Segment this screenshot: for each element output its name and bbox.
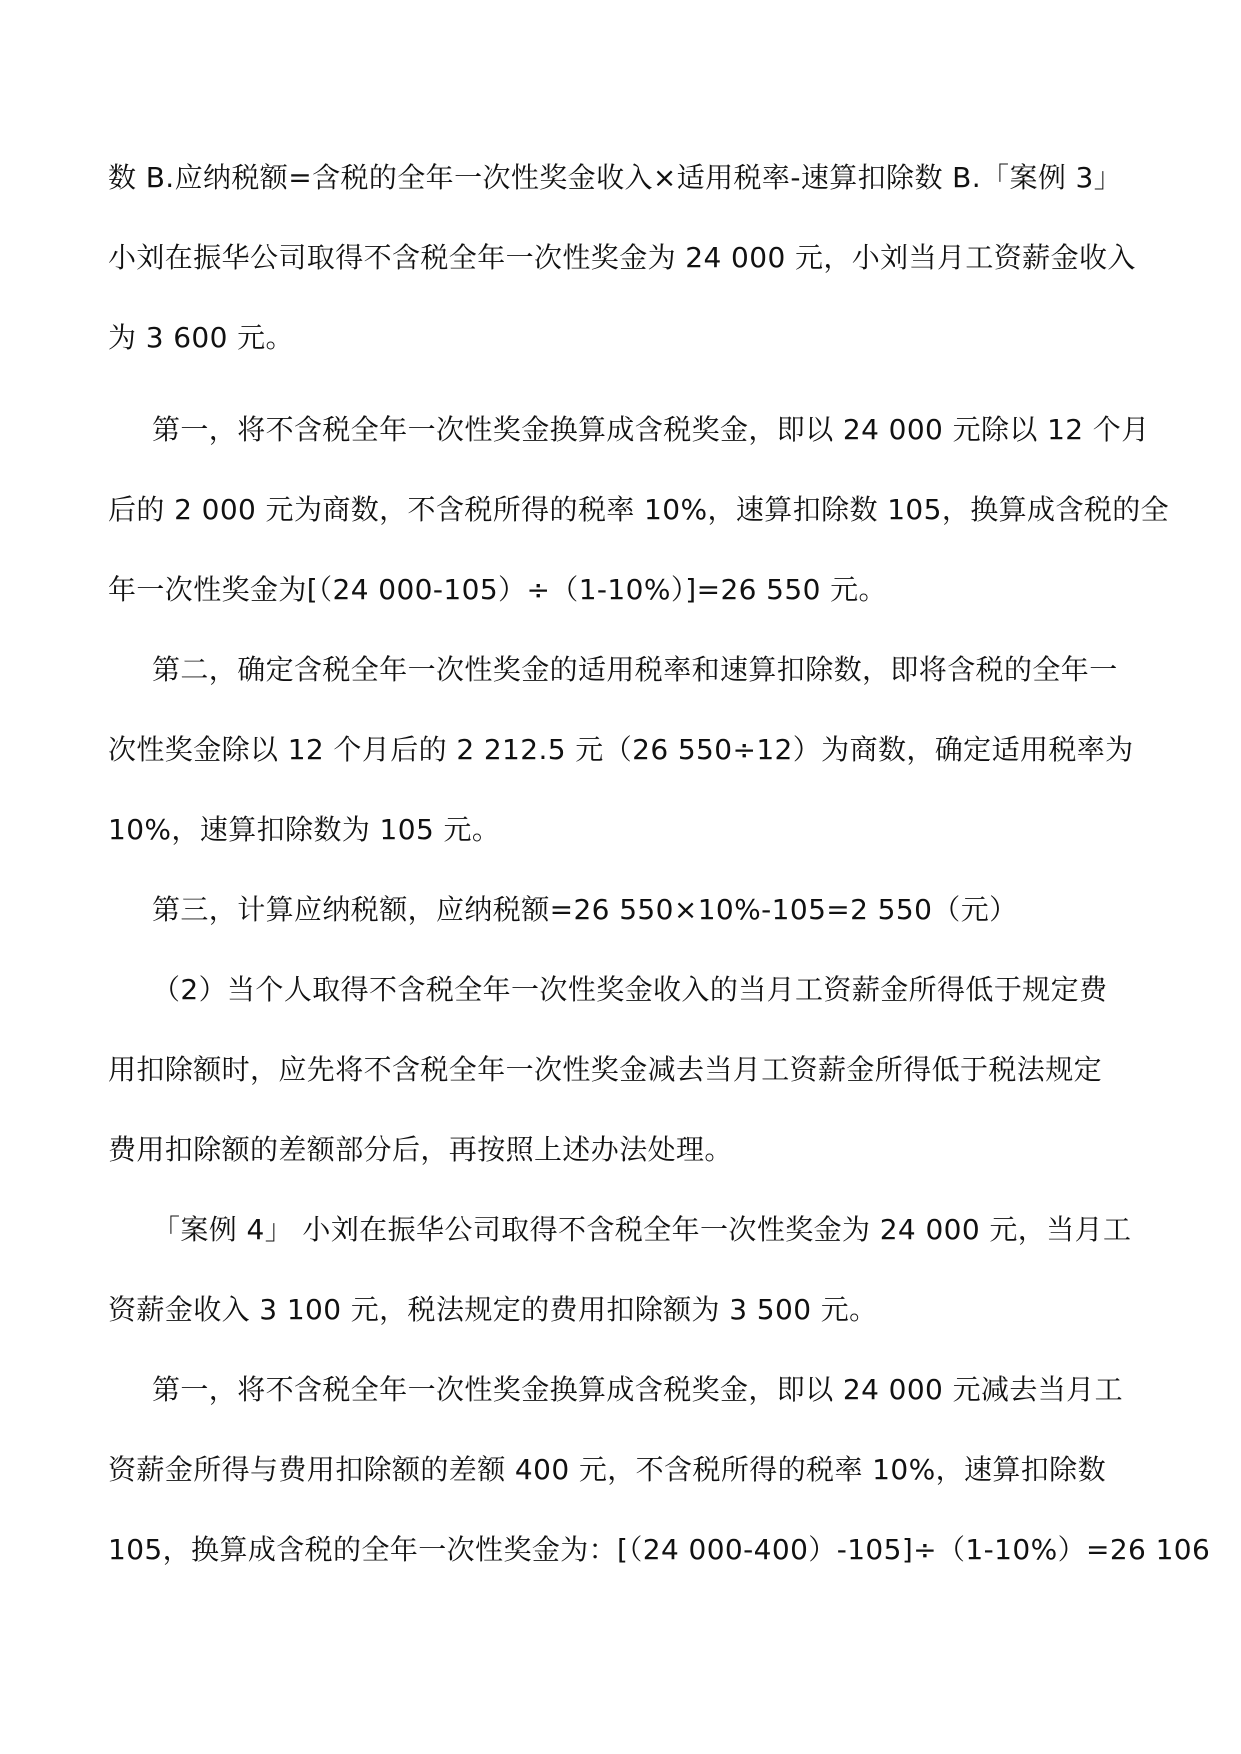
text-line: 用扣除额时，应先将不含税全年一次性奖金减去当月工资薪金所得低于税法规定 bbox=[108, 1053, 1103, 1086]
text-line: 为 3 600 元。 bbox=[108, 321, 294, 354]
text-line: 10%，速算扣除数为 105 元。 bbox=[108, 813, 501, 846]
text-line: 第一，将不含税全年一次性奖金换算成含税奖金，即以 24 000 元减去当月工 bbox=[152, 1373, 1123, 1406]
text-line: （2）当个人取得不含税全年一次性奖金收入的当月工资薪金所得低于规定费 bbox=[152, 973, 1108, 1006]
text-line: 后的 2 000 元为商数，不含税所得的税率 10%，速算扣除数 105，换算成含税的全 bbox=[108, 493, 1170, 526]
text-line: 第一，将不含税全年一次性奖金换算成含税奖金，即以 24 000 元除以 12 个月 bbox=[152, 413, 1150, 446]
text-line: 数 B.应纳税额=含税的全年一次性奖金收入×适用税率-速算扣除数 B.「案例 3」 bbox=[108, 161, 1123, 194]
text-line: 年一次性奖金为[（24 000-105）÷（1-10%）]=26 550 元。 bbox=[108, 573, 887, 606]
text-line: 费用扣除额的差额部分后，再按照上述办法处理。 bbox=[108, 1133, 733, 1166]
text-line: 小刘在振华公司取得不含税全年一次性奖金为 24 000 元，小刘当月工资薪金收入 bbox=[108, 241, 1136, 274]
text-line: 次性奖金除以 12 个月后的 2 212.5 元（26 550÷12）为商数，确定适用税率为 bbox=[108, 733, 1134, 766]
text-line: 第二，确定含税全年一次性奖金的适用税率和速算扣除数，即将含税的全年一 bbox=[152, 653, 1118, 686]
text-line: 「案例 4」 小刘在振华公司取得不含税全年一次性奖金为 24 000 元，当月工 bbox=[152, 1213, 1132, 1246]
text-line: 资薪金所得与费用扣除额的差额 400 元，不含税所得的税率 10%，速算扣除数 bbox=[108, 1453, 1106, 1486]
text-line: 资薪金收入 3 100 元，税法规定的费用扣除额为 3 500 元。 bbox=[108, 1293, 878, 1326]
text-line: 105，换算成含税的全年一次性奖金为：[（24 000-400）-105]÷（1-10%）=26 106 bbox=[108, 1533, 1211, 1566]
text-line: 第三，计算应纳税额，应纳税额=26 550×10%-105=2 550（元） bbox=[152, 893, 1018, 926]
